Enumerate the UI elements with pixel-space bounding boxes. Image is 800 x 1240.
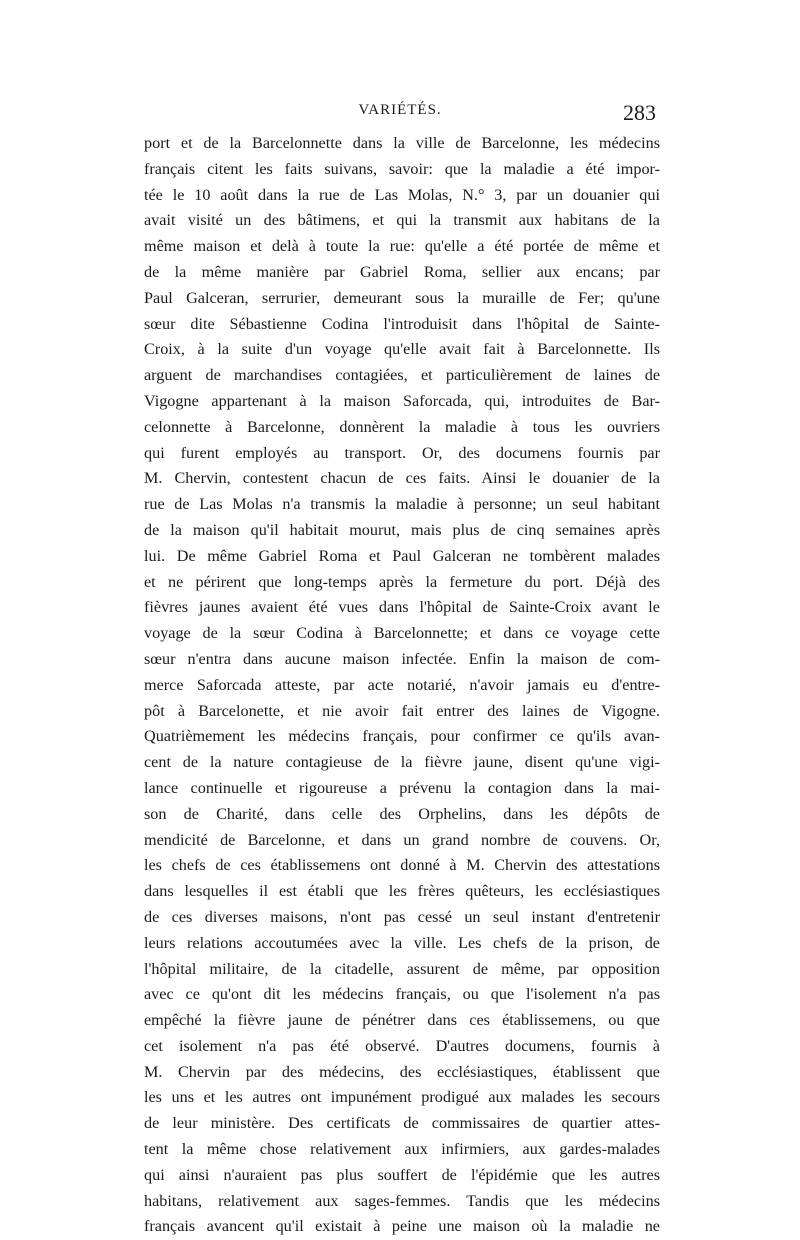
text-line: cent de la nature contagieuse de la fièvre jaune, disent qu'une vigi- — [144, 753, 660, 772]
text-line: dans lesquelles il est établi que les frères quêteurs, les ecclésiastiques — [144, 882, 660, 901]
text-line: merce Saforcada atteste, par acte notarié, n'avoir jamais eu d'entre- — [144, 675, 660, 694]
text-line: leurs relations accoutumées avec la ville. Les chefs de la prison, de — [144, 933, 660, 952]
text-line: et ne périrent que long-temps après la fermeture du port. Déjà des — [144, 572, 660, 591]
text-line: empêché la fièvre jaune de pénétrer dans ces établissemens, ou que — [144, 1011, 660, 1030]
text-line: de la même manière par Gabriel Roma, sellier aux encans; par — [144, 262, 660, 281]
text-line: rue de Las Molas n'a transmis la maladie à personne; un seul habitant — [144, 495, 660, 514]
text-line: arguent de marchandises contagiées, et particulièrement de laines de — [144, 366, 660, 385]
text-line: les chefs de ces établissemens ont donné à M. Chervin des attestations — [144, 856, 660, 875]
text-line: de la maison qu'il habitait mourut, mais plus de cinq semaines après — [144, 520, 660, 539]
text-line: français avancent qu'il existait à peine une maison où la maladie ne — [144, 1217, 660, 1236]
text-line: lui. De même Gabriel Roma et Paul Galceran ne tombèrent malades — [144, 546, 660, 565]
text-line: M. Chervin par des médecins, des ecclésiastiques, établissent que — [144, 1062, 660, 1081]
body-text — [144, 131, 660, 1240]
text-line: Vigogne appartenant à la maison Saforcada, qui, introduites de Bar- — [144, 391, 660, 410]
text-line: sœur dite Sébastienne Codina l'introduisit dans l'hôpital de Sainte- — [144, 314, 660, 333]
text-line: voyage de la sœur Codina à Barcelonnette; et dans ce voyage cette — [144, 624, 660, 643]
page-header — [144, 100, 656, 128]
text-line: de ces diverses maisons, n'ont pas cessé un seul instant d'entretenir — [144, 907, 660, 926]
text-line: les uns et les autres ont impunément prodigué aux malades les secours — [144, 1088, 660, 1107]
text-line: celonnette à Barcelonne, donnèrent la maladie à tous les ouvriers — [144, 417, 660, 436]
text-line: Croix, à la suite d'un voyage qu'elle avait fait à Barcelonnette. Ils — [144, 340, 660, 359]
text-line: habitans, relativement aux sages-femmes. Tandis que les médecins — [144, 1191, 660, 1210]
text-line: tée le 10 août dans la rue de Las Molas, N.° 3, par un douanier qui — [144, 185, 660, 204]
text-line: avec ce qu'ont dit les médecins français, ou que l'isolement n'a pas — [144, 985, 660, 1004]
text-line: de leur ministère. Des certificats de commissaires de quartier attes- — [144, 1114, 660, 1133]
text-line: M. Chervin, contestent chacun de ces faits. Ainsi le douanier de la — [144, 469, 660, 488]
running-head: VARIÉTÉS. — [358, 102, 442, 118]
text-line: mendicité de Barcelonne, et dans un grand nombre de couvens. Or, — [144, 830, 660, 849]
text-line: français citent les faits suivans, savoir: que la maladie a été impor- — [144, 159, 660, 178]
text-line: qui furent employés au transport. Or, des documens fournis par — [144, 443, 660, 462]
text-line: qui ainsi n'auraient pas plus souffert de l'épidémie que les autres — [144, 1165, 660, 1184]
text-line: port et de la Barcelonnette dans la ville de Barcelonne, les médecins — [144, 134, 660, 152]
text-line: Paul Galceran, serrurier, demeurant sous la muraille de Fer; qu'une — [144, 288, 660, 307]
text-line: fièvres jaunes avaient été vues dans l'hôpital de Sainte-Croix avant le — [144, 598, 660, 617]
text-line: cet isolement n'a pas été observé. D'autres documens, fournis à — [144, 1036, 660, 1055]
page-number: 283 — [623, 100, 656, 125]
text-line: l'hôpital militaire, de la citadelle, assurent de même, par opposition — [144, 959, 660, 978]
text-line: son de Charité, dans celle des Orphelins, dans les dépôts de — [144, 804, 660, 823]
text-line: sœur n'entra dans aucune maison infectée. Enfin la maison de com- — [144, 649, 660, 668]
text-line: même maison et delà à toute la rue: qu'elle a été portée de même et — [144, 237, 660, 256]
text-line: pôt à Barcelonette, et nie avoir fait entrer des laines de Vigogne. — [144, 701, 660, 720]
text-line: avait visité un des bâtimens, et qui la transmit aux habitans de la — [144, 211, 660, 230]
text-line: lance continuelle et rigoureuse a prévenu la contagion dans la mai- — [144, 778, 660, 797]
text-line: Quatrièmement les médecins français, pour confirmer ce qu'ils avan- — [144, 727, 660, 746]
text-line: tent la même chose relativement aux infirmiers, aux gardes-malades — [144, 1140, 660, 1159]
